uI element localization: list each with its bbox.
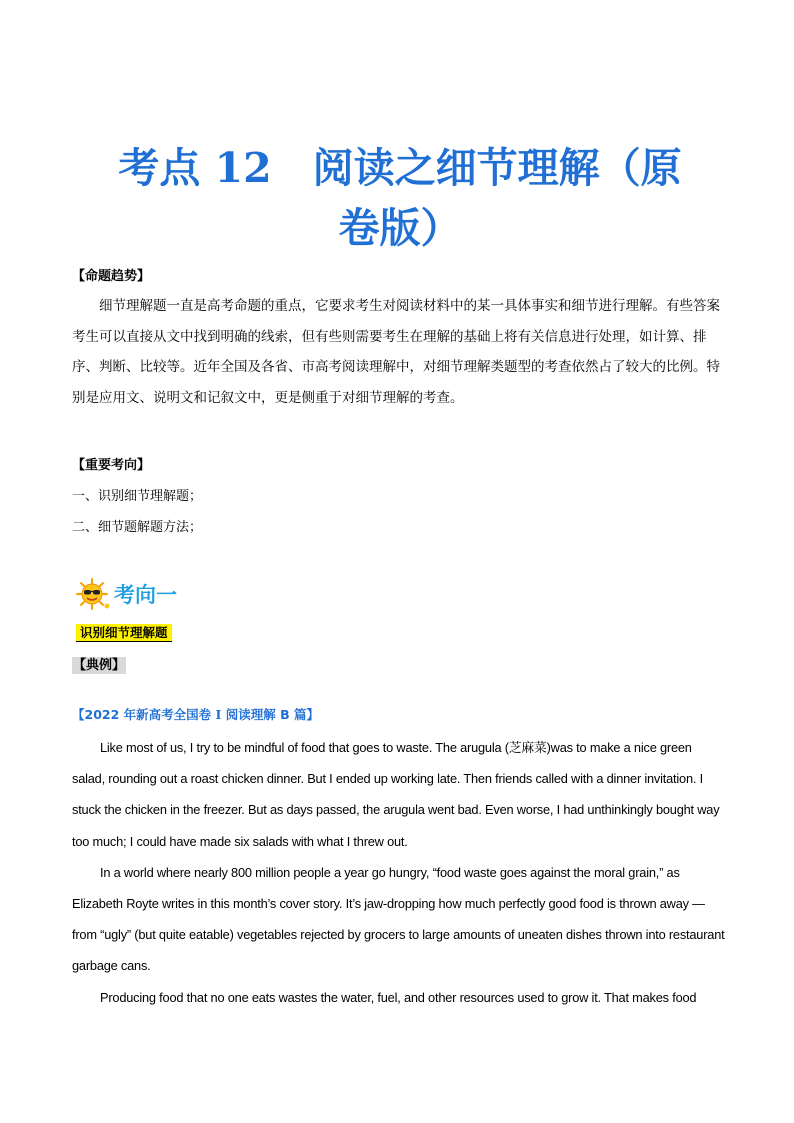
passage-paragraph-3: Producing food that no one eats wastes the water, fuel, and other resources used to grow it. That makes food (100, 989, 697, 1005)
reading-passage (72, 732, 726, 1013)
source-suffix: 阅读理解 B 篇】 (221, 707, 319, 722)
trend-label: 【命题趋势】 (72, 269, 151, 284)
source-roman: I (215, 707, 222, 722)
direction-item-1: 一、识别细节理解题； (72, 489, 203, 504)
directions-label: 【重要考向】 (72, 458, 151, 473)
section-heading-text: 考向一 (114, 583, 177, 607)
section-heading (74, 576, 177, 612)
passage-paragraph-1: Like most of us, I try to be mindful of food that goes to waste. The arugula (芝麻菜)was to make a nice green salad, rounding out a roast chicken dinner. But I ended up working late. Then friends called with a dinner invitation. I stuck the chicken in the freezer. But as days passed, the arugula went bad. Even worse, I had unthinkingly bought way too much; I could have made six salads with what I threw out. (72, 740, 720, 849)
trend-paragraph: 细节理解题一直是高考命题的重点，它要求考生对阅读材料中的某一具体事实和细节进行理解。有些答案考生可以直接从文中找到明确的线索，但有些则需要考生在理解的基础上将有关信息进行处理，如计算、排序、判断、比较等。近年全国及各省、市高考阅读理解中，对细节理解类题型的考查依然占了较大的比例。特别是应用文、说明文和记叙文中，更是侧重于对细节理解的考查。 (72, 298, 720, 406)
page-title (70, 138, 730, 258)
page-title-line-1: 考点 12 阅读之细节理解（原 (118, 144, 682, 192)
direction-item-2: 二、细节题解题方法； (72, 520, 203, 535)
example-label: 【典例】 (73, 658, 126, 673)
subheading-highlight: 识别细节理解题 (76, 624, 172, 642)
source-prefix: 【2022 年新高考全国卷 (72, 707, 216, 722)
source-citation (72, 706, 319, 724)
sun-with-sunglasses-icon (74, 577, 112, 611)
passage-paragraph-2: In a world where nearly 800 million people a year go hungry, “food waste goes against the moral grain,” as Elizabeth Royte writes in this month’s cover story. It’s jaw-dropping how much perfectly good food is thrown away — from “ugly” (but quite eatable) vegetables rejected by grocers to large amounts of uneaten dishes thrown into restaurant garbage cans. (72, 864, 725, 974)
page-title-line-2: 卷版） (338, 204, 462, 252)
